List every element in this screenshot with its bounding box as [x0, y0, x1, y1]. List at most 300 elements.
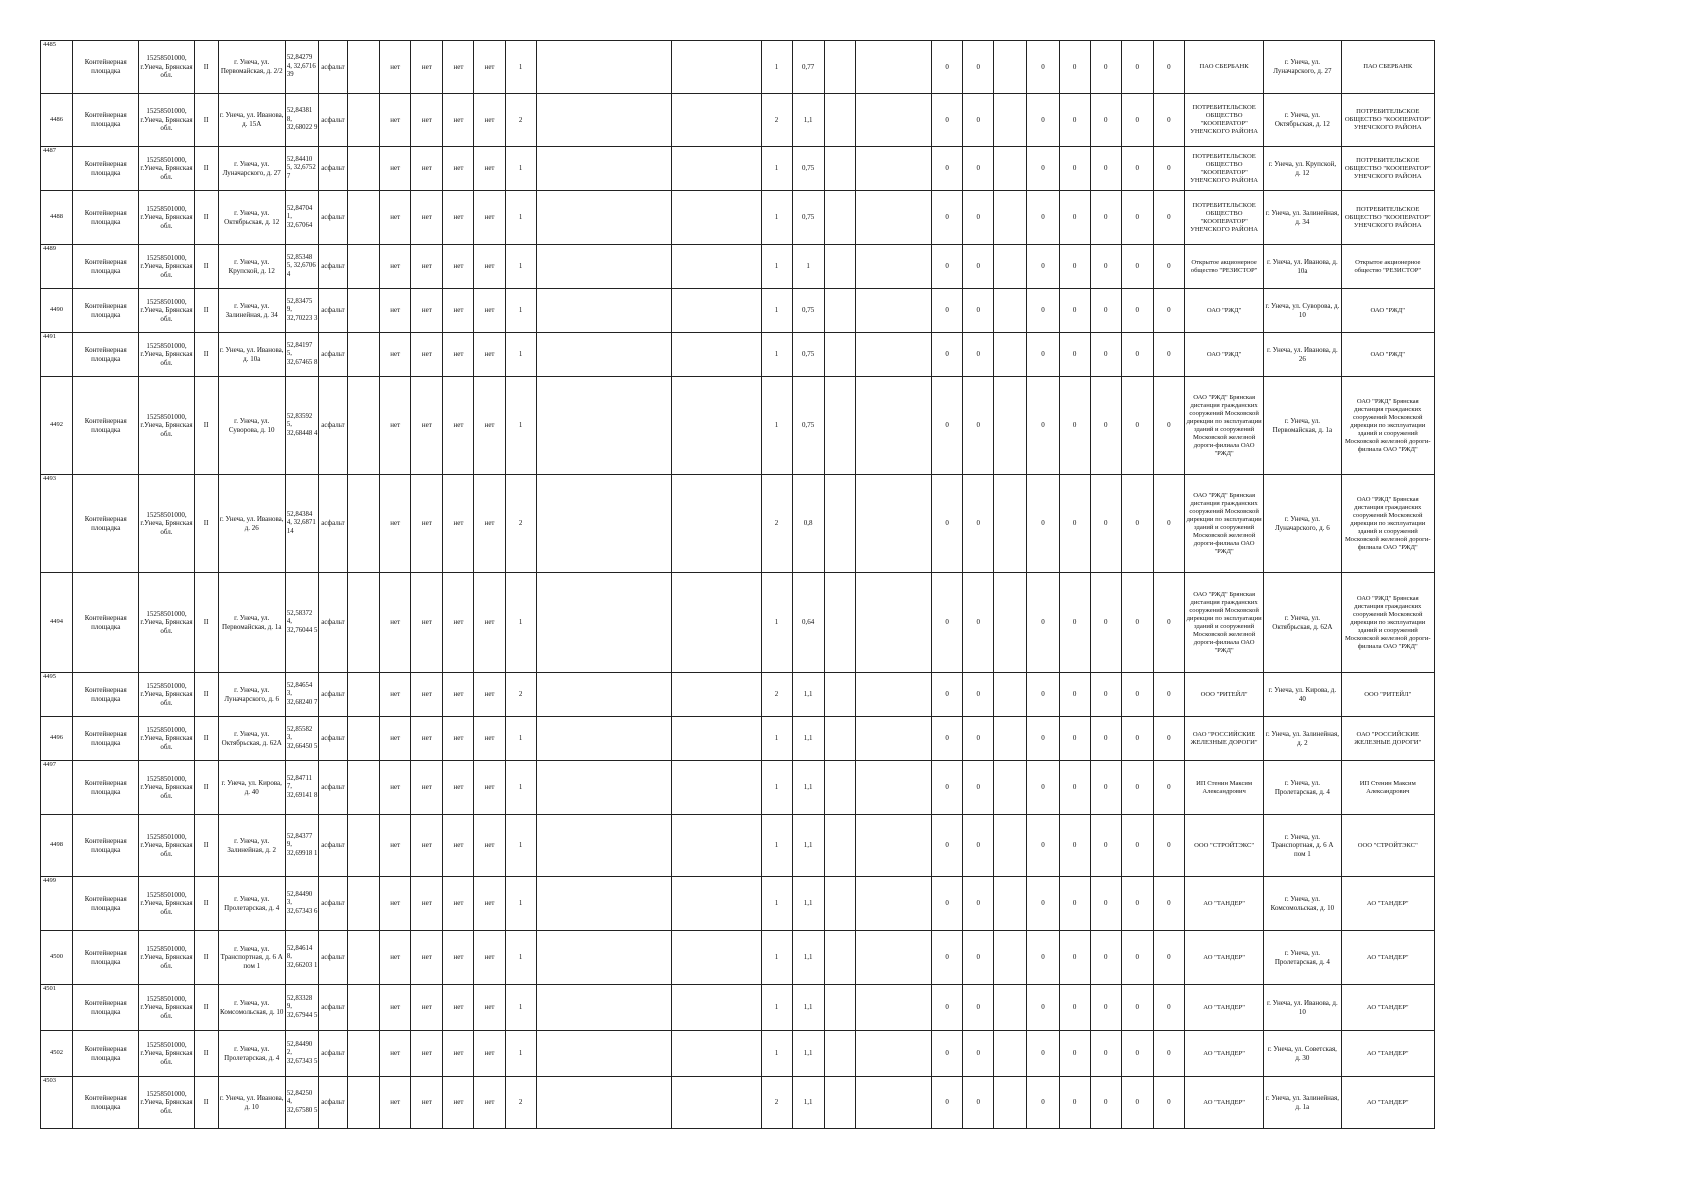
table-row — [41, 877, 1435, 931]
site-address: г. Унеча, ул. Комсомольская, д. 10 — [218, 985, 285, 1031]
empty-cell — [536, 717, 671, 761]
empty-cell — [855, 147, 931, 191]
zero-value: 0 — [932, 191, 963, 245]
empty-cell — [348, 475, 380, 573]
container-count: 1 — [505, 761, 536, 815]
flag-a: нет — [380, 245, 411, 289]
empty-cell — [536, 475, 671, 573]
container-count-2: 2 — [761, 94, 792, 147]
empty-cell — [824, 985, 855, 1031]
surface-type: асфальт — [318, 985, 347, 1031]
container-count: 1 — [505, 573, 536, 673]
zero-value: 0 — [1090, 289, 1121, 333]
zero-value: 0 — [1059, 377, 1090, 475]
zero-value: 0 — [1027, 717, 1059, 761]
empty-cell — [536, 377, 671, 475]
zero-value: 0 — [1027, 931, 1059, 985]
surface-type: асфальт — [318, 191, 347, 245]
flag-c: нет — [443, 475, 474, 573]
container-volume: 0,75 — [792, 289, 824, 333]
zero-value: 0 — [963, 377, 994, 475]
surface-type: асфальт — [318, 41, 347, 94]
zero-value: 0 — [1121, 717, 1153, 761]
zero-value: 0 — [1059, 475, 1090, 573]
container-count-2: 1 — [761, 191, 792, 245]
coordinates: 52,84279 4, 32,6716 39 — [285, 41, 318, 94]
site-address: г. Унеча, ул. Первомайская, д. 1а — [218, 573, 285, 673]
container-volume: 0,8 — [792, 475, 824, 573]
owner-name: ОАО "РЖД" Брянская дистанция гражданских сооружений Московской дирекции по эксплуатации зданий и сооружений Московской железной дороги-филиала ОАО "РЖД" — [1184, 573, 1263, 673]
flag-c: нет — [443, 1031, 474, 1077]
flag-b: нет — [411, 191, 443, 245]
zero-value: 0 — [932, 573, 963, 673]
surface-type: асфальт — [318, 289, 347, 333]
zero-value: 0 — [932, 931, 963, 985]
empty-cell — [855, 94, 931, 147]
container-count-2: 1 — [761, 147, 792, 191]
zero-value: 0 — [1090, 377, 1121, 475]
flag-d: нет — [474, 815, 505, 877]
row-number: 4501 — [41, 985, 73, 1031]
surface-type: асфальт — [318, 1031, 347, 1077]
zero-value: 0 — [963, 245, 994, 289]
flag-a: нет — [380, 41, 411, 94]
waste-producer: Открытое акционерное общество "РЕЗИСТОР" — [1341, 245, 1434, 289]
coordinates: 52,84197 5, 32,67465 8 — [285, 333, 318, 377]
empty-cell — [994, 191, 1027, 245]
flag-a: нет — [380, 475, 411, 573]
empty-cell — [824, 877, 855, 931]
empty-cell — [824, 147, 855, 191]
surface-type: асфальт — [318, 931, 347, 985]
container-volume: 1,1 — [792, 931, 824, 985]
surface-type: асфальт — [318, 717, 347, 761]
empty-cell — [536, 333, 671, 377]
zero-value: 0 — [1153, 475, 1184, 573]
location-code: 15258501000, г.Унеча, Брянская обл. — [139, 377, 194, 475]
hazard-class: II — [194, 673, 218, 717]
empty-cell — [348, 377, 380, 475]
hazard-class: II — [194, 147, 218, 191]
zero-value: 0 — [1027, 573, 1059, 673]
zero-value: 0 — [1153, 1031, 1184, 1077]
flag-d: нет — [474, 673, 505, 717]
owner-name: ООО "СТРОЙТЭКС" — [1184, 815, 1263, 877]
flag-b: нет — [411, 377, 443, 475]
empty-cell — [994, 1077, 1027, 1129]
zero-value: 0 — [1121, 761, 1153, 815]
empty-cell — [994, 289, 1027, 333]
row-number: 4490 — [41, 289, 73, 333]
waste-source-address: г. Унеча, ул. Октябрьская, д. 62А — [1264, 573, 1341, 673]
coordinates: 52,58372 4, 32,76044 5 — [285, 573, 318, 673]
waste-source-address: г. Унеча, ул. Крупской, д. 12 — [1264, 147, 1341, 191]
empty-cell — [994, 41, 1027, 94]
container-volume: 0,75 — [792, 147, 824, 191]
row-number: 4489 — [41, 245, 73, 289]
empty-cell — [536, 94, 671, 147]
owner-name: ОАО "РЖД" — [1184, 333, 1263, 377]
flag-c: нет — [443, 245, 474, 289]
flag-c: нет — [443, 573, 474, 673]
empty-cell — [824, 1031, 855, 1077]
coordinates: 52,85348 5, 32,6706 4 — [285, 245, 318, 289]
flag-b: нет — [411, 931, 443, 985]
coordinates: 52,83592 5, 32,68448 4 — [285, 377, 318, 475]
site-type: Контейнерная площадка — [73, 1077, 139, 1129]
site-address: г. Унеча, ул. Иванова, д. 10 — [218, 1077, 285, 1129]
zero-value: 0 — [1121, 94, 1153, 147]
location-code: 15258501000, г.Унеча, Брянская обл. — [139, 191, 194, 245]
zero-value: 0 — [1059, 1031, 1090, 1077]
zero-value: 0 — [932, 761, 963, 815]
zero-value: 0 — [1059, 761, 1090, 815]
zero-value: 0 — [1153, 1077, 1184, 1129]
site-type: Контейнерная площадка — [73, 245, 139, 289]
zero-value: 0 — [963, 333, 994, 377]
flag-d: нет — [474, 147, 505, 191]
container-volume: 1,1 — [792, 717, 824, 761]
waste-producer: ОАО "РОССИЙСКИЕ ЖЕЛЕЗНЫЕ ДОРОГИ" — [1341, 717, 1434, 761]
empty-cell — [672, 1031, 761, 1077]
site-type: Контейнерная площадка — [73, 289, 139, 333]
zero-value: 0 — [1027, 815, 1059, 877]
flag-b: нет — [411, 1031, 443, 1077]
empty-cell — [855, 245, 931, 289]
owner-name: АО "ТАНДЕР" — [1184, 1031, 1263, 1077]
zero-value: 0 — [1090, 1031, 1121, 1077]
zero-value: 0 — [1027, 377, 1059, 475]
zero-value: 0 — [1121, 41, 1153, 94]
zero-value: 0 — [963, 475, 994, 573]
owner-name: АО "ТАНДЕР" — [1184, 985, 1263, 1031]
site-type: Контейнерная площадка — [73, 877, 139, 931]
empty-cell — [824, 573, 855, 673]
location-code: 15258501000, г.Унеча, Брянская обл. — [139, 931, 194, 985]
zero-value: 0 — [963, 985, 994, 1031]
table-row — [41, 191, 1435, 245]
waste-producer: ООО "СТРОЙТЭКС" — [1341, 815, 1434, 877]
empty-cell — [824, 245, 855, 289]
surface-type: асфальт — [318, 1077, 347, 1129]
coordinates: 52,84654 3, 32,68240 7 — [285, 673, 318, 717]
container-volume: 1,1 — [792, 673, 824, 717]
flag-d: нет — [474, 41, 505, 94]
empty-cell — [536, 877, 671, 931]
empty-cell — [536, 985, 671, 1031]
location-code: 15258501000, г.Унеча, Брянская обл. — [139, 717, 194, 761]
site-address: г. Унеча, ул. Иванова, д. 15А — [218, 94, 285, 147]
site-type: Контейнерная площадка — [73, 815, 139, 877]
coordinates: 52,84704 1, 32,67064 — [285, 191, 318, 245]
empty-cell — [536, 245, 671, 289]
flag-a: нет — [380, 877, 411, 931]
container-volume: 1,1 — [792, 1031, 824, 1077]
site-address: г. Унеча, ул. Суворова, д. 10 — [218, 377, 285, 475]
zero-value: 0 — [1027, 289, 1059, 333]
zero-value: 0 — [1027, 673, 1059, 717]
zero-value: 0 — [1090, 94, 1121, 147]
row-number: 4494 — [41, 573, 73, 673]
empty-cell — [855, 717, 931, 761]
empty-cell — [348, 1031, 380, 1077]
owner-name: АО "ТАНДЕР" — [1184, 877, 1263, 931]
site-address: г. Унеча, ул. Транспортная, д. 6 А пом 1 — [218, 931, 285, 985]
flag-d: нет — [474, 333, 505, 377]
empty-cell — [824, 1077, 855, 1129]
site-type: Контейнерная площадка — [73, 761, 139, 815]
empty-cell — [824, 41, 855, 94]
flag-b: нет — [411, 573, 443, 673]
zero-value: 0 — [1121, 191, 1153, 245]
empty-cell — [672, 94, 761, 147]
container-count-2: 1 — [761, 985, 792, 1031]
site-address: г. Унеча, ул. Залинейная, д. 2 — [218, 815, 285, 877]
empty-cell — [672, 717, 761, 761]
container-count: 1 — [505, 289, 536, 333]
flag-b: нет — [411, 761, 443, 815]
waste-producer: ОАО "РЖД" — [1341, 333, 1434, 377]
container-volume: 0,64 — [792, 573, 824, 673]
container-count-2: 1 — [761, 573, 792, 673]
empty-cell — [672, 815, 761, 877]
empty-cell — [855, 41, 931, 94]
waste-source-address: г. Унеча, ул. Октябрьская, д. 12 — [1264, 94, 1341, 147]
zero-value: 0 — [1027, 985, 1059, 1031]
flag-a: нет — [380, 377, 411, 475]
owner-name: ПОТРЕБИТЕЛЬСКОЕ ОБЩЕСТВО "КООПЕРАТОР" УНЕЧСКОГО РАЙОНА — [1184, 191, 1263, 245]
zero-value: 0 — [932, 877, 963, 931]
flag-c: нет — [443, 147, 474, 191]
empty-cell — [824, 475, 855, 573]
flag-b: нет — [411, 147, 443, 191]
zero-value: 0 — [932, 289, 963, 333]
owner-name: Открытое акционерное общество "РЕЗИСТОР" — [1184, 245, 1263, 289]
hazard-class: II — [194, 815, 218, 877]
zero-value: 0 — [1090, 147, 1121, 191]
location-code: 15258501000, г.Унеча, Брянская обл. — [139, 289, 194, 333]
site-type: Контейнерная площадка — [73, 41, 139, 94]
coordinates: 52,84490 3, 32,67343 6 — [285, 877, 318, 931]
flag-b: нет — [411, 94, 443, 147]
zero-value: 0 — [932, 147, 963, 191]
zero-value: 0 — [1090, 985, 1121, 1031]
location-code: 15258501000, г.Унеча, Брянская обл. — [139, 573, 194, 673]
table-row — [41, 475, 1435, 573]
flag-d: нет — [474, 877, 505, 931]
waste-source-address: г. Унеча, ул. Кирова, д. 40 — [1264, 673, 1341, 717]
empty-cell — [672, 377, 761, 475]
empty-cell — [855, 931, 931, 985]
flag-a: нет — [380, 191, 411, 245]
row-number: 4499 — [41, 877, 73, 931]
registry-table — [40, 40, 1435, 1129]
row-number: 4500 — [41, 931, 73, 985]
row-number: 4502 — [41, 1031, 73, 1077]
empty-cell — [994, 877, 1027, 931]
empty-cell — [348, 147, 380, 191]
table-row — [41, 245, 1435, 289]
container-count: 1 — [505, 877, 536, 931]
empty-cell — [536, 815, 671, 877]
flag-c: нет — [443, 94, 474, 147]
empty-cell — [994, 717, 1027, 761]
empty-cell — [348, 41, 380, 94]
hazard-class: II — [194, 289, 218, 333]
coordinates: 52,83475 9, 32,70223 3 — [285, 289, 318, 333]
site-address: г. Унеча, ул. Залинейная, д. 34 — [218, 289, 285, 333]
zero-value: 0 — [1121, 245, 1153, 289]
owner-name: АО "ТАНДЕР" — [1184, 931, 1263, 985]
hazard-class: II — [194, 475, 218, 573]
zero-value: 0 — [932, 333, 963, 377]
empty-cell — [348, 673, 380, 717]
zero-value: 0 — [963, 761, 994, 815]
empty-cell — [672, 985, 761, 1031]
coordinates: 52,83328 9, 32,67944 5 — [285, 985, 318, 1031]
waste-source-address: г. Унеча, ул. Суворова, д. 10 — [1264, 289, 1341, 333]
empty-cell — [672, 191, 761, 245]
empty-cell — [994, 931, 1027, 985]
site-type: Контейнерная площадка — [73, 377, 139, 475]
coordinates: 52,84377 9, 32,69918 1 — [285, 815, 318, 877]
container-count: 1 — [505, 931, 536, 985]
empty-cell — [672, 931, 761, 985]
empty-cell — [994, 475, 1027, 573]
owner-name: ПАО СБЕРБАНК — [1184, 41, 1263, 94]
empty-cell — [672, 289, 761, 333]
table-row — [41, 1077, 1435, 1129]
zero-value: 0 — [1090, 333, 1121, 377]
site-address: г. Унеча, ул. Луначарского, д. 27 — [218, 147, 285, 191]
site-type: Контейнерная площадка — [73, 94, 139, 147]
waste-source-address: г. Унеча, ул. Луначарского, д. 27 — [1264, 41, 1341, 94]
waste-source-address: г. Унеча, ул. Комсомольская, д. 10 — [1264, 877, 1341, 931]
flag-c: нет — [443, 289, 474, 333]
hazard-class: II — [194, 333, 218, 377]
zero-value: 0 — [1090, 717, 1121, 761]
zero-value: 0 — [1090, 815, 1121, 877]
zero-value: 0 — [963, 931, 994, 985]
zero-value: 0 — [1059, 41, 1090, 94]
table-row — [41, 815, 1435, 877]
hazard-class: II — [194, 94, 218, 147]
empty-cell — [824, 377, 855, 475]
zero-value: 0 — [1153, 289, 1184, 333]
flag-c: нет — [443, 673, 474, 717]
owner-name: ПОТРЕБИТЕЛЬСКОЕ ОБЩЕСТВО "КООПЕРАТОР" УНЕЧСКОГО РАЙОНА — [1184, 147, 1263, 191]
flag-d: нет — [474, 1031, 505, 1077]
empty-cell — [855, 985, 931, 1031]
location-code: 15258501000, г.Унеча, Брянская обл. — [139, 41, 194, 94]
site-address: г. Унеча, ул. Пролетарская, д. 4 — [218, 877, 285, 931]
zero-value: 0 — [1121, 673, 1153, 717]
location-code: 15258501000, г.Унеча, Брянская обл. — [139, 673, 194, 717]
coordinates: 52,84384 4, 32,6871 14 — [285, 475, 318, 573]
flag-d: нет — [474, 289, 505, 333]
container-volume: 1,1 — [792, 877, 824, 931]
zero-value: 0 — [1121, 573, 1153, 673]
site-type: Контейнерная площадка — [73, 191, 139, 245]
coordinates: 52,84614 8, 32,66203 1 — [285, 931, 318, 985]
site-address: г. Унеча, ул. Иванова, д. 26 — [218, 475, 285, 573]
flag-a: нет — [380, 573, 411, 673]
site-address: г. Унеча, ул. Кирова, д. 40 — [218, 761, 285, 815]
zero-value: 0 — [932, 245, 963, 289]
flag-d: нет — [474, 191, 505, 245]
container-count: 1 — [505, 41, 536, 94]
zero-value: 0 — [1027, 191, 1059, 245]
zero-value: 0 — [932, 41, 963, 94]
zero-value: 0 — [1027, 147, 1059, 191]
coordinates: 52,84250 4, 32,67580 5 — [285, 1077, 318, 1129]
empty-cell — [348, 191, 380, 245]
surface-type: асфальт — [318, 877, 347, 931]
table-row — [41, 41, 1435, 94]
table-row — [41, 931, 1435, 985]
hazard-class: II — [194, 41, 218, 94]
container-count-2: 1 — [761, 377, 792, 475]
zero-value: 0 — [1121, 475, 1153, 573]
waste-producer: АО "ТАНДЕР" — [1341, 1077, 1434, 1129]
container-count-2: 2 — [761, 1077, 792, 1129]
zero-value: 0 — [1059, 1077, 1090, 1129]
empty-cell — [855, 815, 931, 877]
surface-type: асфальт — [318, 245, 347, 289]
zero-value: 0 — [932, 815, 963, 877]
flag-b: нет — [411, 815, 443, 877]
waste-producer: АО "ТАНДЕР" — [1341, 931, 1434, 985]
container-count-2: 1 — [761, 333, 792, 377]
hazard-class: II — [194, 877, 218, 931]
container-count: 1 — [505, 717, 536, 761]
container-volume: 1,1 — [792, 815, 824, 877]
waste-source-address: г. Унеча, ул. Пролетарская, д. 4 — [1264, 761, 1341, 815]
flag-c: нет — [443, 333, 474, 377]
container-volume: 1,1 — [792, 94, 824, 147]
zero-value: 0 — [1121, 931, 1153, 985]
zero-value: 0 — [963, 41, 994, 94]
container-count-2: 1 — [761, 877, 792, 931]
zero-value: 0 — [963, 147, 994, 191]
zero-value: 0 — [1059, 877, 1090, 931]
flag-d: нет — [474, 931, 505, 985]
container-volume: 0,75 — [792, 333, 824, 377]
container-count: 1 — [505, 1031, 536, 1077]
empty-cell — [672, 333, 761, 377]
zero-value: 0 — [1059, 191, 1090, 245]
zero-value: 0 — [1121, 1031, 1153, 1077]
hazard-class: II — [194, 1031, 218, 1077]
zero-value: 0 — [1027, 1077, 1059, 1129]
waste-source-address: г. Унеча, ул. Иванова, д. 26 — [1264, 333, 1341, 377]
zero-value: 0 — [1027, 333, 1059, 377]
empty-cell — [348, 1077, 380, 1129]
zero-value: 0 — [932, 377, 963, 475]
flag-b: нет — [411, 1077, 443, 1129]
empty-cell — [824, 717, 855, 761]
empty-cell — [994, 761, 1027, 815]
row-number: 4503 — [41, 1077, 73, 1129]
zero-value: 0 — [1153, 815, 1184, 877]
empty-cell — [536, 931, 671, 985]
empty-cell — [994, 333, 1027, 377]
container-volume: 1,1 — [792, 761, 824, 815]
flag-a: нет — [380, 94, 411, 147]
empty-cell — [855, 289, 931, 333]
zero-value: 0 — [932, 985, 963, 1031]
site-address: г. Унеча, ул. Пролетарская, д. 4 — [218, 1031, 285, 1077]
